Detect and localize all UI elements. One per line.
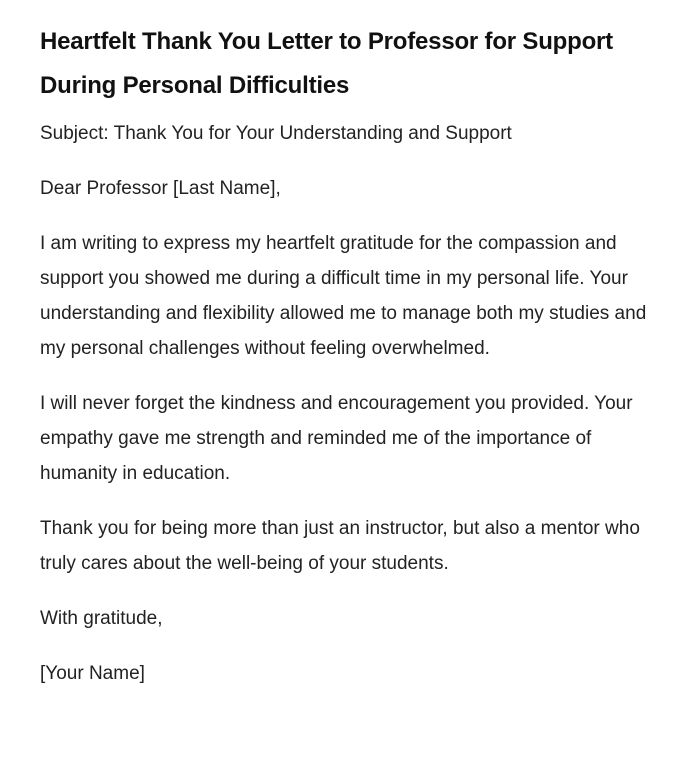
letter-paragraph-2: I will never forget the kindness and encouragement you provided. Your empathy gave me strength and reminded me of the importance of humanity in education. xyxy=(40,393,633,484)
letter-signature: [Your Name] xyxy=(40,663,145,684)
letter-paragraph-1: I am writing to express my heartfelt gratitude for the compassion and support you showed me during a difficult time in my personal life. Your understanding and flexibility allowed me to manage both my studies and my personal challenges without feeling overwhelmed. xyxy=(40,233,647,359)
letter-title: Heartfelt Thank You Letter to Professor for Support During Personal Difficulties xyxy=(40,28,613,99)
letter-paragraph-3: Thank you for being more than just an instructor, but also a mentor who truly cares about the well-being of your students. xyxy=(40,518,640,574)
letter-subject: Subject: Thank You for Your Understanding and Support xyxy=(40,123,512,144)
letter-salutation: Dear Professor [Last Name], xyxy=(40,178,281,199)
letter-closing: With gratitude, xyxy=(40,608,163,629)
